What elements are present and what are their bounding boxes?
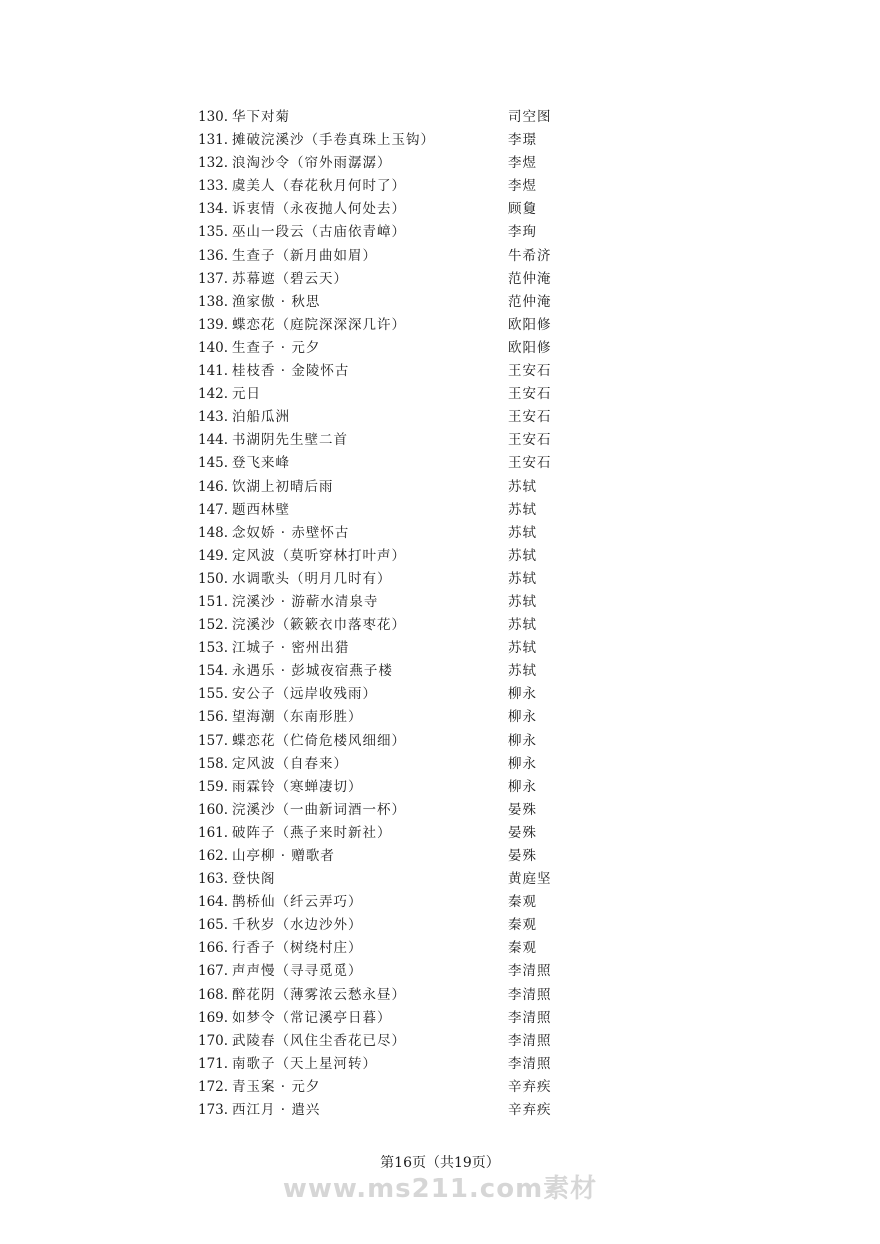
- list-item: [198, 268, 578, 291]
- poem-title: 诉衷情（永夜抛人何处去）: [232, 201, 406, 218]
- entry-number: 160.: [198, 801, 229, 818]
- list-item: [198, 152, 578, 175]
- poem-author: 顾敻: [508, 201, 537, 218]
- poem-author: 晏殊: [508, 824, 537, 841]
- list-item: [198, 314, 578, 337]
- poem-list: [198, 106, 578, 1122]
- poem-title: 山亭柳 · 赠歌者: [232, 848, 335, 864]
- poem-title: 武陵春（风住尘香花已尽）: [232, 1032, 406, 1049]
- poem-author: 李清照: [508, 1009, 552, 1026]
- list-item: [198, 730, 578, 753]
- poem-author: 王安石: [508, 363, 552, 380]
- entry-number: 136.: [198, 247, 229, 264]
- poem-author: 苏轼: [508, 640, 537, 657]
- poem-title: 醉花阴（薄雾浓云愁永昼）: [232, 986, 406, 1003]
- list-item: [198, 360, 578, 383]
- entry-number: 132.: [198, 155, 229, 172]
- list-item: [198, 660, 578, 683]
- poem-author: 王安石: [508, 455, 552, 472]
- list-item: [198, 522, 578, 545]
- entry-number: 130.: [198, 109, 229, 125]
- poem-title: 南歌子（天上星河转）: [232, 1055, 377, 1072]
- entry-number: 155.: [198, 686, 229, 703]
- list-item: [198, 753, 578, 776]
- poem-author: 李清照: [508, 1055, 552, 1072]
- poem-author: 李煜: [508, 155, 537, 172]
- poem-title: 巫山一段云（古庙依青嶂）: [232, 224, 406, 241]
- poem-author: 李珣: [508, 224, 537, 241]
- list-item: [198, 960, 578, 983]
- entry-number: 159.: [198, 778, 229, 795]
- entry-number: 172.: [198, 1078, 229, 1095]
- entry-number: 144.: [198, 432, 229, 449]
- list-item: [198, 891, 578, 914]
- poem-title: 登快阁: [232, 871, 276, 888]
- list-item: [198, 1053, 578, 1076]
- poem-author: 李璟: [508, 132, 537, 149]
- poem-title: 蝶恋花（伫倚危楼风细细）: [232, 732, 406, 749]
- poem-title: 虞美人（春花秋月何时了）: [232, 178, 406, 195]
- entry-number: 147.: [198, 501, 229, 518]
- list-item: [198, 383, 578, 406]
- poem-title: 定风波（自春来）: [232, 755, 348, 772]
- list-item: [198, 591, 578, 614]
- poem-title: 声声慢（寻寻觅觅）: [232, 963, 363, 980]
- entry-number: 138.: [198, 293, 229, 310]
- list-item: [198, 545, 578, 568]
- entry-number: 167.: [198, 963, 229, 980]
- entry-number: 145.: [198, 455, 229, 472]
- poem-title: 摊破浣溪沙（手卷真珠上玉钩）: [232, 132, 435, 149]
- entry-number: 148.: [198, 524, 229, 541]
- list-item: [198, 914, 578, 937]
- poem-author: 李清照: [508, 986, 552, 1003]
- entry-number: 133.: [198, 178, 229, 195]
- list-item: [198, 476, 578, 499]
- list-item: [198, 683, 578, 706]
- poem-author: 李煜: [508, 178, 537, 195]
- entry-number: 157.: [198, 732, 229, 749]
- poem-author: 柳永: [508, 732, 537, 749]
- entry-number: 171.: [198, 1055, 229, 1072]
- list-item: [198, 937, 578, 960]
- entry-number: 142.: [198, 386, 229, 403]
- poem-author: 柳永: [508, 686, 537, 703]
- watermark: www.ms211.com素材: [282, 1174, 598, 1204]
- entry-number: 146.: [198, 478, 229, 495]
- poem-author: 辛弃疾: [508, 1078, 552, 1095]
- list-item: [198, 568, 578, 591]
- list-item: [198, 406, 578, 429]
- poem-author: 黄庭坚: [508, 871, 552, 888]
- entry-number: 158.: [198, 755, 229, 772]
- poem-title: 鹊桥仙（纤云弄巧）: [232, 894, 363, 911]
- entry-number: 131.: [198, 132, 229, 149]
- poem-author: 晏殊: [508, 801, 537, 818]
- entry-number: 169.: [198, 1009, 229, 1026]
- poem-title: 渔家傲 · 秋思: [232, 293, 321, 310]
- entry-number: 139.: [198, 316, 229, 333]
- poem-author: 苏轼: [508, 617, 537, 634]
- poem-title: 浪淘沙令（帘外雨潺潺）: [232, 155, 392, 172]
- list-item: [198, 637, 578, 660]
- entry-number: 152.: [198, 617, 229, 634]
- poem-author: 李清照: [508, 963, 552, 980]
- list-item: [198, 175, 578, 198]
- poem-author: 辛弃疾: [508, 1102, 552, 1119]
- list-item: [198, 1076, 578, 1099]
- poem-title: 书湖阴先生壁二首: [232, 432, 348, 449]
- poem-title: 行香子（树绕村庄）: [232, 940, 363, 957]
- poem-author: 王安石: [508, 432, 552, 449]
- poem-title: 定风波（莫听穿林打叶声）: [232, 547, 406, 564]
- poem-author: 苏轼: [508, 501, 537, 518]
- entry-number: 140.: [198, 339, 229, 356]
- entry-number: 134.: [198, 201, 229, 218]
- poem-title: 元日: [232, 386, 261, 403]
- poem-author: 李清照: [508, 1032, 552, 1049]
- poem-author: 范仲淹: [508, 293, 552, 310]
- poem-author: 苏轼: [508, 478, 537, 495]
- page-footer: 第16页（共19页）: [380, 1155, 500, 1171]
- poem-title: 题西林壁: [232, 501, 290, 518]
- list-item: [198, 822, 578, 845]
- poem-author: 秦观: [508, 894, 537, 911]
- list-item: [198, 106, 578, 129]
- entry-number: 135.: [198, 224, 229, 241]
- list-item: [198, 706, 578, 729]
- list-item: [198, 799, 578, 822]
- list-item: [198, 245, 578, 268]
- list-item: [198, 337, 578, 360]
- poem-author: 苏轼: [508, 570, 537, 587]
- entry-number: 164.: [198, 894, 229, 911]
- poem-title: 青玉案 · 元夕: [232, 1078, 321, 1095]
- poem-title: 生查子（新月曲如眉）: [232, 247, 377, 264]
- poem-title: 永遇乐 · 彭城夜宿燕子楼: [232, 663, 393, 680]
- poem-title: 饮湖上初晴后雨: [232, 478, 334, 495]
- poem-title: 华下对菊: [232, 109, 290, 125]
- poem-title: 桂枝香 · 金陵怀古: [232, 363, 350, 380]
- entry-number: 161.: [198, 824, 229, 841]
- poem-title: 西江月 · 遣兴: [232, 1102, 321, 1119]
- poem-author: 苏轼: [508, 547, 537, 564]
- list-item: [198, 429, 578, 452]
- poem-title: 浣溪沙（一曲新词酒一杯）: [232, 801, 406, 818]
- entry-number: 151.: [198, 593, 229, 610]
- list-item: [198, 221, 578, 244]
- poem-title: 浣溪沙（簌簌衣巾落枣花）: [232, 617, 406, 634]
- poem-author: 牛希济: [508, 247, 552, 264]
- list-item: [198, 845, 578, 868]
- poem-author: 秦观: [508, 917, 537, 934]
- poem-title: 念奴娇 · 赤壁怀古: [232, 524, 350, 541]
- entry-number: 137.: [198, 270, 229, 287]
- list-item: [198, 198, 578, 221]
- poem-title: 如梦令（常记溪亭日暮）: [232, 1009, 392, 1026]
- poem-title: 蝶恋花（庭院深深深几许）: [232, 316, 406, 333]
- list-item: [198, 452, 578, 475]
- poem-author: 欧阳修: [508, 339, 552, 356]
- entry-number: 143.: [198, 409, 229, 426]
- poem-title: 生查子 · 元夕: [232, 339, 321, 356]
- list-item: [198, 776, 578, 799]
- poem-title: 安公子（远岸收残雨）: [232, 686, 377, 703]
- entry-number: 170.: [198, 1032, 229, 1049]
- poem-title: 苏幕遮（碧云天）: [232, 270, 348, 287]
- list-item: [198, 291, 578, 314]
- poem-title: 泊船瓜洲: [232, 409, 290, 426]
- list-item: [198, 129, 578, 152]
- entry-number: 154.: [198, 663, 229, 680]
- poem-author: 柳永: [508, 755, 537, 772]
- entry-number: 166.: [198, 940, 229, 957]
- poem-title: 水调歌头（明月几时有）: [232, 570, 392, 587]
- list-item: [198, 499, 578, 522]
- entry-number: 163.: [198, 871, 229, 888]
- entry-number: 156.: [198, 709, 229, 726]
- entry-number: 168.: [198, 986, 229, 1003]
- poem-author: 柳永: [508, 709, 537, 726]
- list-item: [198, 868, 578, 891]
- list-item: [198, 1099, 578, 1122]
- poem-author: 苏轼: [508, 663, 537, 680]
- poem-author: 秦观: [508, 940, 537, 957]
- poem-author: 王安石: [508, 409, 552, 426]
- poem-author: 柳永: [508, 778, 537, 795]
- list-item: [198, 1030, 578, 1053]
- poem-author: 范仲淹: [508, 270, 552, 287]
- list-item: [198, 614, 578, 637]
- poem-title: 望海潮（东南形胜）: [232, 709, 363, 726]
- poem-title: 千秋岁（水边沙外）: [232, 917, 363, 934]
- poem-author: 苏轼: [508, 593, 537, 610]
- poem-title: 浣溪沙 · 游蕲水清泉寺: [232, 593, 379, 610]
- poem-author: 晏殊: [508, 848, 537, 864]
- entry-number: 173.: [198, 1102, 229, 1119]
- entry-number: 150.: [198, 570, 229, 587]
- entry-number: 141.: [198, 363, 229, 380]
- list-item: [198, 1007, 578, 1030]
- poem-title: 江城子 · 密州出猎: [232, 640, 350, 657]
- poem-author: 司空图: [508, 109, 552, 125]
- poem-author: 欧阳修: [508, 316, 552, 333]
- poem-title: 雨霖铃（寒蝉凄切）: [232, 778, 363, 795]
- entry-number: 165.: [198, 917, 229, 934]
- poem-author: 王安石: [508, 386, 552, 403]
- poem-author: 苏轼: [508, 524, 537, 541]
- list-item: [198, 984, 578, 1007]
- entry-number: 149.: [198, 547, 229, 564]
- poem-title: 破阵子（燕子来时新社）: [232, 824, 392, 841]
- entry-number: 153.: [198, 640, 229, 657]
- entry-number: 162.: [198, 848, 229, 864]
- poem-title: 登飞来峰: [232, 455, 290, 472]
